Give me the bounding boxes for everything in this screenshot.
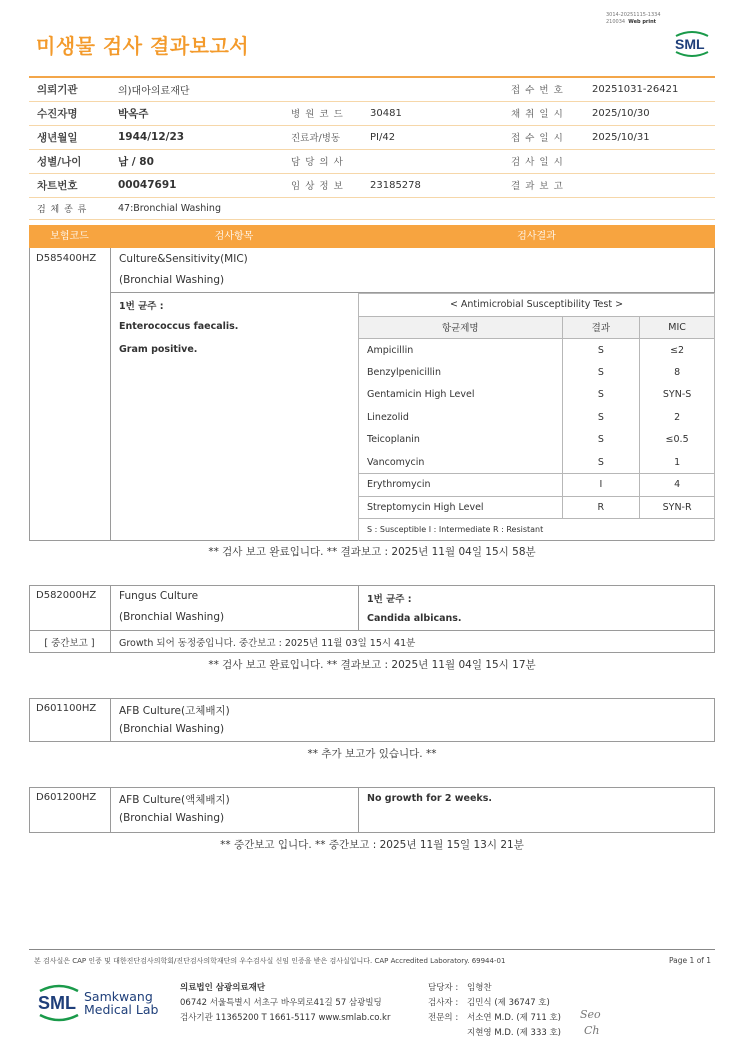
section3-specimen: (Bronchial Washing) <box>119 723 225 735</box>
section2-interim-label: [ 중간보고 ] <box>44 638 95 649</box>
ast-row <box>359 451 715 474</box>
ast-mic: SYN-S <box>640 384 715 407</box>
section1-code: D585400HZ <box>36 253 97 264</box>
ast-result: S <box>562 451 640 474</box>
sml-logo-icon <box>672 30 712 58</box>
info-row <box>29 197 715 219</box>
section1-test-name: Culture&Sensitivity(MIC) <box>119 253 248 265</box>
section1-specimen: (Bronchial Washing) <box>119 274 225 286</box>
chart-value: 00047691 <box>110 173 283 197</box>
ast-mic: 2 <box>640 406 715 429</box>
ast-result: S <box>562 406 640 429</box>
clinical-value: 23185278 <box>362 173 503 197</box>
doc-id-line1: 3014-20251115-1334 <box>606 12 661 18</box>
dob-value: 1944/12/23 <box>110 125 283 149</box>
test-date-label: 검 사 일 시 <box>503 149 584 173</box>
ast-table <box>358 293 715 541</box>
info-row <box>29 173 715 197</box>
doctor-label: 담 당 의 사 <box>283 149 362 173</box>
samkwang-logo-icon <box>36 982 82 1024</box>
ast-mic: ≤0.5 <box>640 429 715 452</box>
section3-footer: ** 추가 보고가 있습니다. ** <box>307 748 437 760</box>
collect-date-label: 채 취 일 시 <box>503 101 584 125</box>
specimen-label: 검 체 종 류 <box>29 197 110 219</box>
ast-row <box>359 384 715 407</box>
report-date-value <box>584 173 715 197</box>
ast-row <box>359 496 715 519</box>
ast-drug: Streptomycin High Level <box>359 496 563 519</box>
ast-result: S <box>562 361 640 384</box>
ast-drug: Gentamicin High Level <box>359 384 563 407</box>
receipt-date-value: 2025/10/31 <box>584 125 715 149</box>
ast-row <box>359 474 715 497</box>
header-result: 검사결과 <box>517 231 556 242</box>
doctor-value <box>362 149 503 173</box>
patient-label: 수진자명 <box>29 101 110 125</box>
report-title: 미생물 검사 결과보고서 <box>36 34 250 58</box>
dept-value: PI/42 <box>362 125 503 149</box>
results-header <box>29 225 715 248</box>
ast-legend: S : Susceptible I : Intermediate R : Resistant <box>359 519 715 541</box>
section4-result-divider <box>358 787 359 833</box>
ast-result: S <box>562 384 640 407</box>
info-row <box>29 125 715 149</box>
collect-date-value: 2025/10/30 <box>584 101 715 125</box>
section3-test-name: AFB Culture(고체배지) <box>119 705 230 717</box>
sex-age-label: 성별/나이 <box>29 149 110 173</box>
section4-test-name: AFB Culture(액체배지) <box>119 794 230 806</box>
section1-footer: ** 검사 보고 완료입니다. ** 결과보고 : 2025년 11월 04일 15시 58분 <box>208 546 536 558</box>
hospital-code-value: 30481 <box>362 101 503 125</box>
section1-gram: Gram positive. <box>119 344 198 355</box>
ast-row <box>359 339 715 362</box>
report-date-label: 결 과 보 고 <box>503 173 584 197</box>
ast-drug: Ampicillin <box>359 339 563 362</box>
chart-label: 차트번호 <box>29 173 110 197</box>
cap-accreditation-note: 본 검사실은 CAP 인증 및 대한진단검사의학회/진단검사의학재단의 우수검사실 신임 인증을 받은 검사실입니다. CAP Accredited Laboratory. 69944-01 <box>34 957 506 965</box>
document-id <box>606 12 661 26</box>
header-item: 검사항목 <box>214 231 254 242</box>
ast-col-drug: 항균제명 <box>359 316 563 339</box>
section4-code: D601200HZ <box>36 792 97 803</box>
specialist-label: 전문의 : <box>428 1013 459 1023</box>
manager-name: 임형찬 <box>467 983 492 993</box>
sml-logo-text: SML <box>675 36 705 52</box>
ast-drug: Vancomycin <box>359 451 563 474</box>
dept-label: 진료과/병동 <box>283 125 362 149</box>
page-number: Page 1 of 1 <box>669 956 712 965</box>
ast-mic: 4 <box>640 474 715 497</box>
ast-mic: 1 <box>640 451 715 474</box>
section2-result-divider <box>358 585 359 630</box>
req-org-label: 의뢰기관 <box>29 77 110 101</box>
section3-code: D601100HZ <box>36 703 97 714</box>
section4-result: No growth for 2 weeks. <box>367 793 492 804</box>
section2-code: D582000HZ <box>36 590 97 601</box>
tester-label: 검사자 : <box>428 998 459 1008</box>
ast-result: S <box>562 339 640 362</box>
org-name: 의료법인 삼광의료재단 <box>180 983 266 993</box>
ast-drug: Benzylpenicillin <box>359 361 563 384</box>
dob-label: 생년월일 <box>29 125 110 149</box>
clinical-label: 임 상 정 보 <box>283 173 362 197</box>
ast-row <box>359 361 715 384</box>
org-address: 06742 서울특별시 서초구 바우뫼로41길 57 삼광빌딩 <box>180 998 382 1008</box>
org-contact: 검사기관 11365200 T 1661-5117 www.smlab.co.kr <box>180 1013 391 1023</box>
section2-organism: Candida albicans. <box>367 613 462 624</box>
ast-mic: ≤2 <box>640 339 715 362</box>
section2-footer: ** 검사 보고 완료입니다. ** 결과보고 : 2025년 11월 04일 15시 17분 <box>208 659 536 671</box>
header-code: 보험코드 <box>50 231 89 242</box>
ast-result: S <box>562 429 640 452</box>
specimen-value: 47:Bronchial Washing <box>110 197 715 219</box>
logo-line1: Samkwang <box>84 989 153 1004</box>
sex-age-value: 남 / 80 <box>110 149 283 173</box>
section1-strain-label: 1번 균주 : <box>119 301 164 312</box>
ast-col-result: 결과 <box>562 316 640 339</box>
section2-test-name: Fungus Culture <box>119 590 199 602</box>
info-row <box>29 149 715 173</box>
samkwang-logo-text <box>84 990 158 1016</box>
req-org-value: 의)대아의료재단 <box>110 77 503 101</box>
specialist1-name: 서소연 M.D. (제 711 호) <box>467 1013 562 1023</box>
tester-name: 김민식 (제 36747 호) <box>467 998 550 1008</box>
section4-footer: ** 중간보고 입니다. ** 중간보고 : 2025년 11월 15일 13시 21분 <box>220 839 524 851</box>
section2-code-divider <box>110 585 111 653</box>
ast-drug: Linezolid <box>359 406 563 429</box>
ast-row <box>359 406 715 429</box>
manager-label: 담당자 : <box>428 983 459 993</box>
ast-mic: 8 <box>640 361 715 384</box>
patient-info-table <box>29 76 715 220</box>
receipt-no-label: 접 수 번 호 <box>503 77 584 101</box>
section2-specimen: (Bronchial Washing) <box>119 611 225 623</box>
doc-id-line2: 210034 <box>606 19 626 25</box>
signature-2: Ch <box>584 1024 600 1037</box>
samkwang-logo-mark: SML <box>38 993 76 1013</box>
hospital-code-label: 병 원 코 드 <box>283 101 362 125</box>
section1-left-border <box>29 248 30 541</box>
ast-drug: Erythromycin <box>359 474 563 497</box>
section2-interim-text: Growth 되어 동정중입니다. 중간보고 : 2025년 11월 03일 15시 41분 <box>119 638 416 649</box>
logo-line2: Medical Lab <box>84 1002 159 1017</box>
ast-drug: Teicoplanin <box>359 429 563 452</box>
ast-caption: < Antimicrobial Susceptibility Test > <box>359 294 715 317</box>
web-print-label: Web print <box>628 19 657 25</box>
section4-specimen: (Bronchial Washing) <box>119 812 225 824</box>
ast-mic: SYN-R <box>640 496 715 519</box>
info-row <box>29 77 715 101</box>
specialist2-name: 지현영 M.D. (제 333 호) <box>467 1028 562 1038</box>
ast-result: I <box>562 474 640 497</box>
ast-col-mic: MIC <box>640 316 715 339</box>
section2-interim-divider <box>29 630 715 631</box>
section3-code-divider <box>110 698 111 742</box>
section4-code-divider <box>110 787 111 833</box>
patient-value: 박옥주 <box>110 101 283 125</box>
signature-1: Seo <box>580 1008 601 1021</box>
receipt-date-label: 접 수 일 시 <box>503 125 584 149</box>
ast-result: R <box>562 496 640 519</box>
info-row <box>29 101 715 125</box>
ast-row <box>359 429 715 452</box>
footer-divider <box>29 949 715 950</box>
section2-strain-label: 1번 균주 : <box>367 594 412 605</box>
receipt-no-value: 20251031-26421 <box>584 77 715 101</box>
test-date-value <box>584 149 715 173</box>
section1-organism: Enterococcus faecalis. <box>119 321 239 332</box>
